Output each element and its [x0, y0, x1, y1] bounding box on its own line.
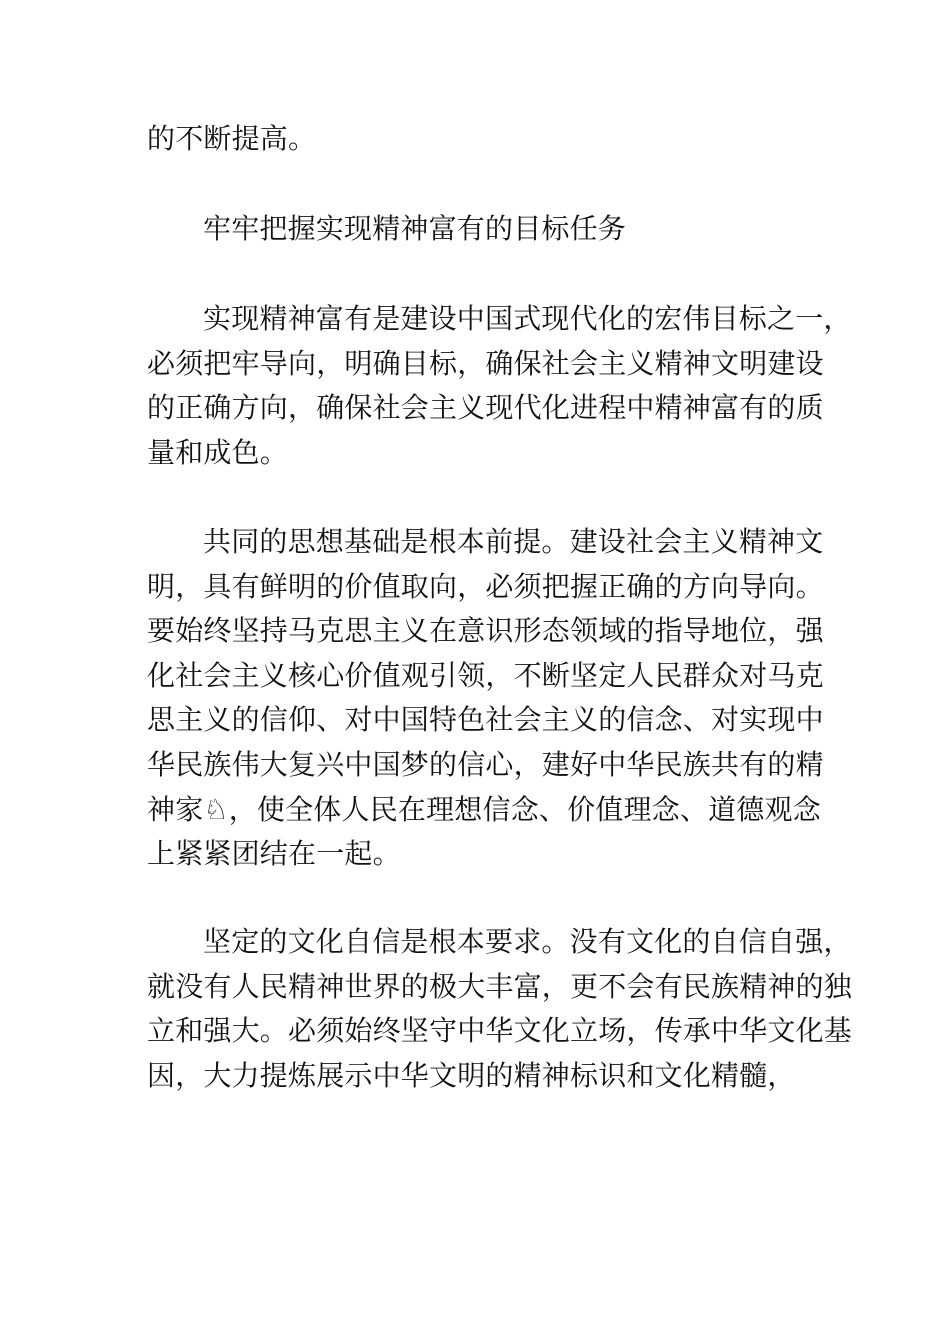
- text-line: 共同的思想基础是根本前提。建设社会主义精神文: [203, 525, 824, 558]
- text-line: 必须把牢导向，明确目标，确保社会主义精神文明建设: [147, 346, 824, 380]
- paragraph-1: [147, 297, 852, 475]
- paragraph-3: [147, 920, 853, 1098]
- continuation-text: [147, 117, 827, 162]
- text-line: 因，大力提炼展示中华文明的精神标识和文化精髓，: [147, 1058, 796, 1092]
- paragraph-2: [147, 520, 827, 877]
- section-heading: [147, 207, 827, 252]
- text-line: 上紧紧团结在一起。: [147, 837, 401, 871]
- text-line: 明，具有鲜明的价值取向，必须把握正确的方向导向。: [147, 569, 824, 603]
- text-line: 的不断提高。: [147, 122, 317, 155]
- text-line: 的正确方向，确保社会主义现代化进程中精神富有的质: [147, 391, 824, 425]
- text-line: 神家♘，使全体人民在理想信念、价值理念、道德观念: [147, 792, 821, 826]
- heading-line: 牢牢把握实现精神富有的目标任务: [203, 212, 627, 245]
- text-line: 立和强大。必须始终坚守中华文化立场，传承中华文化基: [147, 1014, 853, 1048]
- text-line: 就没有人民精神世界的极大丰富，更不会有民族精神的独: [147, 969, 853, 1003]
- text-line: 实现精神富有是建设中国式现代化的宏伟目标之一，: [203, 302, 852, 335]
- text-line: 坚定的文化自信是根本要求。没有文化的自信自强，: [203, 925, 852, 958]
- text-line: 华民族伟大复兴中国梦的信心，建好中华民族共有的精: [147, 747, 824, 781]
- text-line: 思主义的信仰、对中国特色社会主义的信念、对实现中: [147, 703, 824, 737]
- text-line: 要始终坚持马克思主义在意识形态领域的指导地位，强: [147, 614, 824, 648]
- text-line: 化社会主义核心价值观引领，不断坚定人民群众对马克: [147, 658, 824, 692]
- text-line: 量和成色。: [147, 435, 289, 469]
